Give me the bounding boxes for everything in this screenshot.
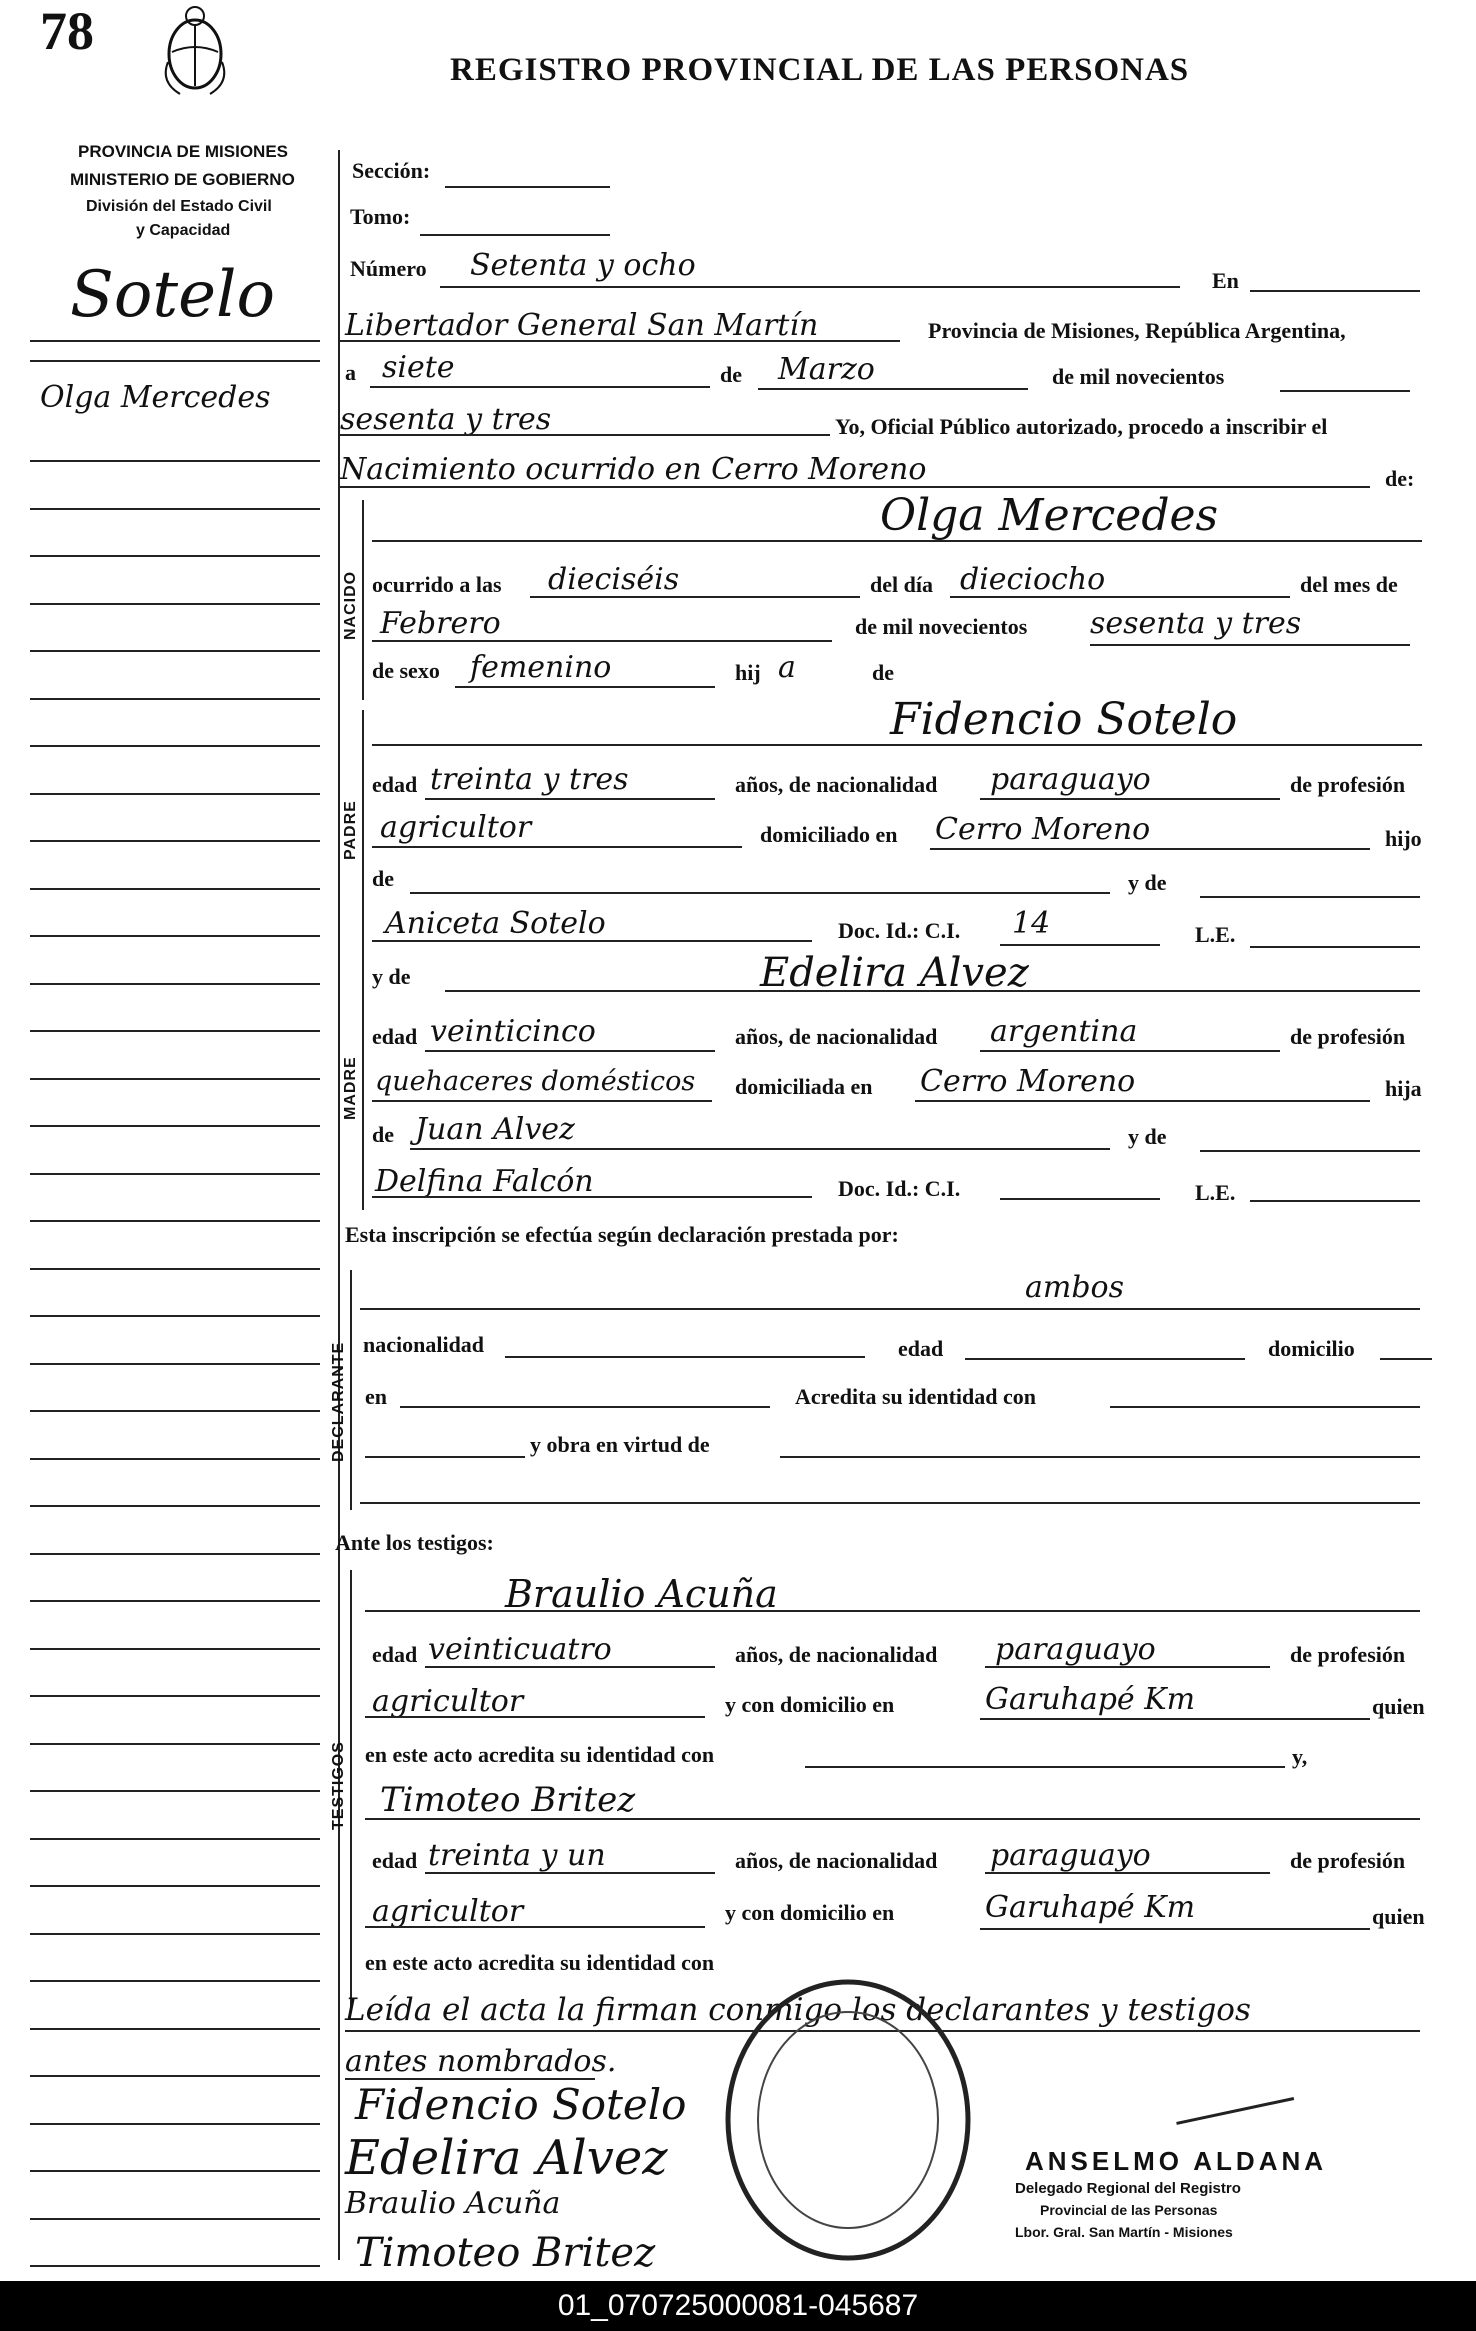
testigo2-profesion-label: de profesión: [1290, 1848, 1406, 1873]
numero-value: Setenta y ocho: [470, 248, 696, 283]
official-title-3: Lbor. Gral. San Martín - Misiones: [1015, 2224, 1233, 2240]
declarante-edad-label: edad: [898, 1336, 944, 1361]
declarante-acredita-label: Acredita su identidad con: [795, 1384, 1037, 1409]
madre-y-de2-label: y de: [1128, 1124, 1167, 1149]
numero-label: Número: [350, 256, 427, 281]
testigo1-profesion-label: de profesión: [1290, 1642, 1406, 1667]
closing-line-2: antes nombrados.: [345, 2044, 617, 2079]
division-label: División del Estado Civil: [86, 198, 272, 215]
provincia-label: Provincia de Misiones, República Argentina,: [928, 318, 1346, 343]
margin-rule: [30, 2028, 320, 2030]
margin-rule: [30, 983, 320, 985]
margin-rule: [30, 1363, 320, 1365]
testigo1-profesion: agricultor: [372, 1684, 524, 1719]
testigo2-nombre: Timoteo Britez: [380, 1780, 636, 1820]
official-stamp: [718, 1970, 978, 2270]
padre-de-label: de: [372, 866, 394, 891]
margin-rule: [30, 650, 320, 652]
mil-novecientos-label: de mil novecientos: [1052, 364, 1225, 389]
seccion-label: Sección:: [352, 158, 431, 183]
testigo2-quien-label: quien: [1372, 1904, 1425, 1929]
testigo2-edad: treinta y un: [428, 1838, 606, 1873]
madre-nacionalidad: argentina: [990, 1014, 1138, 1049]
declarante-en-label: en: [365, 1384, 387, 1409]
madre-y-de-label: y de: [372, 964, 411, 989]
margin-rule: [30, 555, 320, 557]
margin-rule: [30, 1268, 320, 1270]
testigo1-acredita-label: en este acto acredita su identidad con: [365, 1742, 715, 1767]
tomo-label: Tomo:: [350, 204, 411, 229]
padre-doc-label: Doc. Id.: C.I.: [838, 918, 961, 943]
inscripcion-label: Esta inscripción se efectúa según declaración prestada por:: [345, 1222, 899, 1247]
margin-rule: [30, 1458, 320, 1460]
hora-value: dieciséis: [548, 562, 680, 597]
padre-hijo-label: hijo: [1385, 826, 1422, 851]
signature-braulio: Braulio Acuña: [345, 2186, 561, 2221]
padre-y-de-label: y de: [1128, 870, 1167, 895]
margin-rule: [30, 460, 320, 462]
official-name: ANSELMO ALDANA: [1025, 2146, 1328, 2176]
margin-rule: [30, 1790, 320, 1792]
margin-rule: [30, 1125, 320, 1127]
margin-rule: [30, 603, 320, 605]
official-title-1: Delegado Regional del Registro: [1015, 2180, 1241, 2197]
padre-nombre: Fidencio Sotelo: [890, 694, 1238, 745]
section-padre: PADRE: [342, 800, 359, 860]
declarante-domicilio-label: domicilio: [1268, 1336, 1355, 1361]
padre-edad-label: edad: [372, 772, 418, 797]
margin-given-names: Olga Mercedes: [40, 380, 271, 415]
margin-rule: [30, 1885, 320, 1887]
section-madre: MADRE: [342, 1056, 359, 1120]
section-nacido: NACIDO: [342, 570, 359, 640]
margin-rule: [30, 1600, 320, 1602]
oficial-label: Yo, Oficial Público autorizado, procedo a inscribir el: [835, 414, 1328, 439]
margin-rule: [30, 2170, 320, 2172]
madre-hija-label: hija: [1385, 1076, 1422, 1101]
padre-domicilio-label: domiciliado en: [760, 822, 898, 847]
nombre-value: Olga Mercedes: [880, 490, 1219, 541]
testigo1-nombre: Braulio Acuña: [505, 1572, 778, 1616]
declarante-value: ambos: [1025, 1270, 1124, 1305]
testigo2-nacionalidad: paraguayo: [990, 1838, 1151, 1873]
testigo2-edad-label: edad: [372, 1848, 418, 1873]
testigo2-acredita-label: en este acto acredita su identidad con: [365, 1950, 715, 1975]
margin-rule: [30, 1315, 320, 1317]
form-title: REGISTRO PROVINCIAL DE LAS PERSONAS: [450, 52, 1190, 88]
padre-nacionalidad: paraguayo: [990, 762, 1151, 797]
madre-madre: Delfina Falcón: [375, 1164, 594, 1199]
testigo1-domicilio-label: y con domicilio en: [725, 1692, 895, 1717]
margin-rule: [30, 2075, 320, 2077]
padre-le-label: L.E.: [1195, 922, 1236, 947]
section-declarante: DECLARANTE: [330, 1341, 347, 1462]
testigo2-nac-label: años, de nacionalidad: [735, 1848, 938, 1873]
padre-madre: Aniceta Sotelo: [385, 906, 606, 941]
margin-rule: [30, 1838, 320, 1840]
madre-edad-label: edad: [372, 1024, 418, 1049]
coat-of-arms-seal: [150, 2, 240, 102]
ocurrido-label: ocurrido a las: [372, 572, 502, 597]
margin-rule: [30, 935, 320, 937]
signature-timoteo: Timoteo Britez: [355, 2230, 656, 2276]
de-label-2: de: [872, 660, 894, 685]
margin-rule: [30, 1980, 320, 1982]
madre-doc-label: Doc. Id.: C.I.: [838, 1176, 961, 1201]
padre-edad: treinta y tres: [430, 762, 629, 797]
declarante-nac-label: nacionalidad: [363, 1332, 485, 1357]
de-label: de: [720, 362, 742, 387]
dia-value: siete: [382, 350, 455, 385]
footer-id-bar: [0, 2281, 1476, 2331]
margin-rule: [30, 1695, 320, 1697]
padre-ci: 14: [1012, 906, 1051, 941]
page-number: 78: [40, 1, 94, 61]
margin-rule: [30, 2265, 320, 2267]
margin-rule: [30, 793, 320, 795]
madre-nombre: Edelira Alvez: [760, 950, 1029, 996]
sexo-label: de sexo: [372, 658, 440, 683]
margin-rule: [30, 1030, 320, 1032]
margin-rule: [30, 508, 320, 510]
madre-nac-label: años, de nacionalidad: [735, 1024, 938, 1049]
madre-padre: Juan Alvez: [415, 1112, 575, 1147]
mes-value: Marzo: [778, 352, 875, 387]
mes-nac-value: Febrero: [380, 606, 501, 641]
margin-rule: [30, 1743, 320, 1745]
margin-rule: [30, 1505, 320, 1507]
margin-surname: Sotelo: [70, 258, 275, 332]
madre-de-label: de: [372, 1122, 394, 1147]
sexo-value: femenino: [470, 650, 612, 685]
a-label: a: [345, 360, 356, 385]
anio-nac-value: sesenta y tres: [1090, 606, 1302, 641]
margin-rule: [30, 1220, 320, 1222]
testigo2-domicilio: Garuhapé Km: [985, 1890, 1196, 1925]
margin-rule: [30, 1933, 320, 1935]
margin-rule: [30, 1648, 320, 1650]
madre-profesion-label: de profesión: [1290, 1024, 1406, 1049]
testigo1-nac-label: años, de nacionalidad: [735, 1642, 938, 1667]
margin-rule: [30, 2123, 320, 2125]
padre-domicilio: Cerro Moreno: [935, 812, 1151, 847]
lugar-value: Libertador General San Martín: [345, 308, 819, 343]
madre-le-label: L.E.: [1195, 1180, 1236, 1205]
padre-nac-label: años, de nacionalidad: [735, 772, 938, 797]
margin-rule: [30, 2218, 320, 2220]
del-mes-label: del mes de: [1300, 572, 1398, 597]
margin-rule: [30, 745, 320, 747]
hijo-suffix: a: [778, 650, 796, 685]
margin-rule: [30, 888, 320, 890]
province-label: PROVINCIA DE MISIONES: [78, 142, 289, 161]
section-testigos: TESTIGOS: [330, 1741, 347, 1830]
testigo1-nacionalidad: paraguayo: [995, 1632, 1156, 1667]
signature-edelira: Edelira Alvez: [345, 2130, 668, 2186]
madre-domicilio: Cerro Moreno: [920, 1064, 1136, 1099]
de-colon-label: de:: [1385, 466, 1415, 491]
ministry-label: MINISTERIO DE GOBIERNO: [70, 170, 295, 189]
margin-rule: [30, 840, 320, 842]
en-label: En: [1212, 268, 1239, 293]
testigo2-domicilio-label: y con domicilio en: [725, 1900, 895, 1925]
acto-value: Nacimiento ocurrido en Cerro Moreno: [340, 452, 927, 487]
madre-edad: veinticinco: [430, 1014, 596, 1049]
margin-rule: [30, 1173, 320, 1175]
margin-rule: [30, 698, 320, 700]
official-title-2: Provincial de las Personas: [1040, 2202, 1218, 2218]
hij-label: hij: [735, 660, 761, 685]
testigo1-y-label: y,: [1292, 1744, 1308, 1769]
signature-fidencio: Fidencio Sotelo: [355, 2080, 687, 2129]
testigo1-edad-label: edad: [372, 1642, 418, 1667]
dia-nac-value: dieciocho: [960, 562, 1106, 597]
closing-line-1: Leída el acta la firman conmigo los declarantes y testigos: [345, 1992, 1251, 2028]
testigo1-domicilio: Garuhapé Km: [985, 1682, 1196, 1717]
testigo1-quien-label: quien: [1372, 1694, 1425, 1719]
madre-profesion: quehaceres domésticos: [375, 1066, 696, 1097]
testigo2-profesion: agricultor: [372, 1894, 524, 1929]
margin-rule: [30, 1410, 320, 1412]
testigo1-edad: veinticuatro: [428, 1632, 612, 1667]
mil-nov2-label: de mil novecientos: [855, 614, 1028, 639]
margin-rule: [30, 1078, 320, 1080]
declarante-obra-label: y obra en virtud de: [530, 1432, 710, 1457]
testigos-label: Ante los testigos:: [335, 1530, 494, 1555]
capacity-label: y Capacidad: [136, 222, 231, 239]
official-signature-mark: [1166, 2048, 1294, 2125]
anio-value: sesenta y tres: [340, 402, 552, 437]
padre-profesion-label: de profesión: [1290, 772, 1406, 797]
del-dia-label: del día: [870, 572, 933, 597]
padre-profesion: agricultor: [380, 810, 532, 845]
madre-domicilio-label: domiciliada en: [735, 1074, 873, 1099]
margin-rule: [30, 1553, 320, 1555]
footer-id: 01_070725000081-045687: [557, 2289, 919, 2322]
